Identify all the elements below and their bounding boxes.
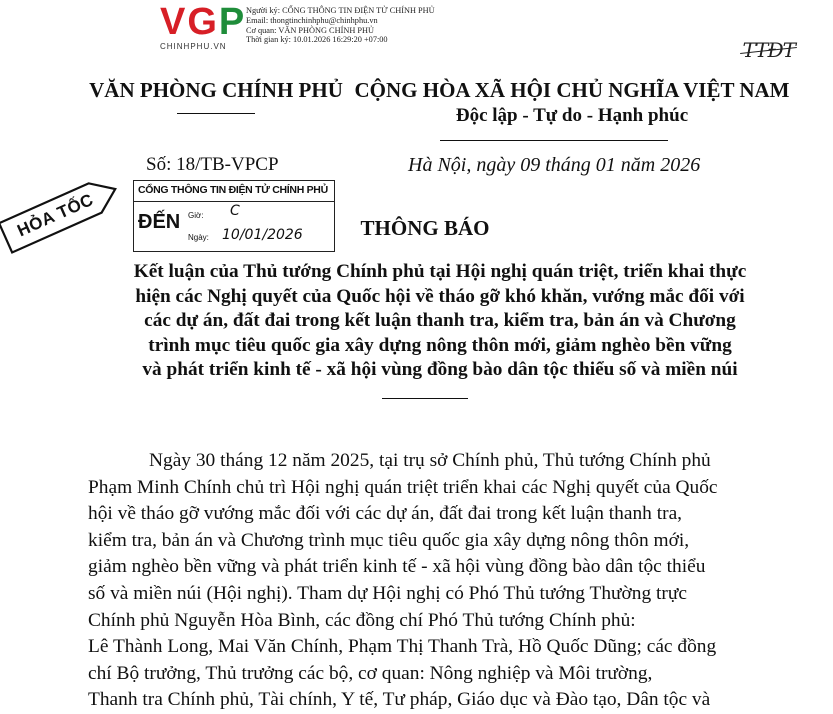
stamp-ngay-label: Ngày: [188, 233, 209, 242]
subject-underline [382, 398, 468, 399]
handwritten-mark: TTĐT [742, 38, 795, 62]
stamp-gio-label: Giờ: [188, 211, 204, 220]
subject-line: trình mục tiêu quốc gia xây dựng nông thôn mới, giảm nghèo bền vững [148, 334, 732, 356]
urgent-stamp-label: HỎA TỐC [14, 189, 97, 241]
body-line: hội về tháo gỡ vướng mắc đối với các dự án, đất đai trong kết luận thanh tra, [88, 503, 683, 525]
stamp-organization: CỔNG THÔNG TIN ĐIỆN TỬ CHÍNH PHỦ [138, 184, 328, 196]
body-line: Ngày 30 tháng 12 năm 2025, tại trụ sở Chính phủ, Thủ tướng Chính phủ [149, 450, 711, 471]
document-title: THÔNG BÁO [360, 216, 490, 240]
signature-agency: Cơ quan: VĂN PHÒNG CHÍNH PHỦ [246, 25, 375, 35]
issuing-organization-block [86, 78, 346, 114]
signature-email: Email: thongtinchinhphu@chinhphu.vn [246, 15, 378, 25]
document-number: Số: 18/TB-VPCP [146, 154, 279, 175]
vgp-logo-subtitle: CHINHPHU.VN [160, 42, 227, 51]
subject-line: các dự án, đất đai trong kết luận thanh tra, kiểm tra, bản án và Chương [144, 310, 736, 331]
place-date: Hà Nội, ngày 09 tháng 01 năm 2026 [408, 154, 701, 176]
vgp-logo-letters: VGP [160, 1, 247, 43]
vgp-logo [160, 1, 247, 51]
subject-line: Kết luận của Thủ tướng Chính phủ tại Hội nghị quán triệt, triển khai thực [133, 261, 747, 282]
document-subject [80, 260, 800, 383]
signature-time: Thời gian ký: 10.01.2026 16:29:20 +07:00 [246, 35, 388, 45]
stamp-divider [134, 201, 334, 202]
national-motto: Độc lập - Tự do - Hạnh phúc [455, 105, 689, 126]
stamp-den-label: ĐẾN [138, 211, 181, 233]
country-name: CỘNG HÒA XÃ HỘI CHỦ NGHĨA VIỆT NAM [354, 78, 790, 102]
body-line: Lê Thành Long, Mai Văn Chính, Phạm Thị Thanh Trà, Hồ Quốc Dũng; các đồng [88, 636, 717, 658]
body-line: giảm nghèo bền vững và phát triển kinh tế - xã hội vùng đồng bào dân tộc thiểu [88, 556, 706, 578]
signature-signer: Người ký: CỔNG THÔNG TIN ĐIỆN TỬ CHÍNH PHỦ [246, 6, 435, 15]
body-line: Phạm Minh Chính chủ trì Hội nghị quán triệt triển khai các Nghị quyết của Quốc [88, 476, 718, 498]
body-line: Chính phủ Nguyễn Hòa Bình, các đồng chí Phó Thủ tướng Chính phủ: [88, 609, 636, 631]
subject-line: và phát triển kinh tế - xã hội vùng đồng bào dân tộc thiểu số và miền núi [142, 359, 738, 380]
issuing-organization: VĂN PHÒNG CHÍNH PHỦ [89, 78, 343, 102]
national-title-block [352, 78, 792, 127]
body-paragraph [88, 448, 778, 714]
body-line: kiểm tra, bản án và Chương trình mục tiêu quốc gia xây dựng nông thôn mới, [88, 529, 690, 551]
received-stamp [133, 180, 335, 252]
digital-signature-info [246, 6, 435, 45]
body-line: số và miền núi (Hội nghị). Tham dự Hội nghị có Phó Thủ tướng Thường trực [88, 582, 687, 604]
body-line: chí Bộ trưởng, Thủ trưởng các bộ, cơ quan: Nông nghiệp và Môi trường, [88, 662, 653, 684]
organization-underline [177, 113, 255, 114]
urgent-stamp [0, 169, 127, 258]
body-line: Thanh tra Chính phủ, Tài chính, Y tế, Tư pháp, Giáo dục và Đào tạo, Dân tộc và [88, 689, 711, 711]
motto-underline [440, 140, 668, 141]
subject-line: hiện các Nghị quyết của Quốc hội về tháo gỡ khó khăn, vướng mắc đối với [135, 285, 745, 307]
stamp-ngay-value: 10/01/2026 [222, 227, 303, 243]
stamp-gio-value: C [230, 203, 240, 219]
